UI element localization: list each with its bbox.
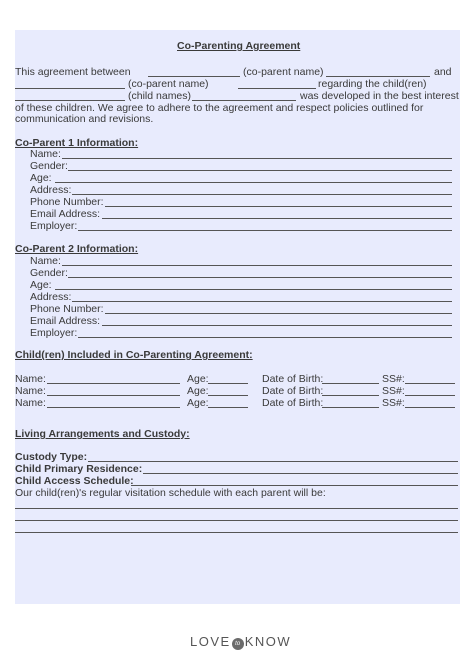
child-3-name-label: Name: xyxy=(15,397,46,409)
custody-type-label: Custody Type: xyxy=(15,451,88,463)
child-3-ss-field[interactable] xyxy=(405,407,455,408)
p1-gender-label: Gender: xyxy=(30,160,68,172)
p1-gender-field[interactable] xyxy=(68,170,452,171)
child-names-blank-2[interactable] xyxy=(192,100,296,101)
intro-line-2-hint: (co-parent name) xyxy=(128,78,209,90)
p2-address-label: Address: xyxy=(30,291,72,303)
child-2-name-field[interactable] xyxy=(47,395,180,396)
access-schedule-label: Child Access Schedule: xyxy=(15,475,134,487)
p1-email-field[interactable] xyxy=(102,218,452,219)
visitation-line-2[interactable] xyxy=(15,520,458,521)
visitation-line-1[interactable] xyxy=(15,508,458,509)
logo-right-text: KNOW xyxy=(244,634,292,649)
child-names-blank-1[interactable] xyxy=(15,100,125,101)
child-2-dob-label: Date of Birth: xyxy=(262,385,324,397)
visitation-label: Our child(ren)'s regular visitation schedule with each parent will be: xyxy=(15,487,326,499)
p1-name-label: Name: xyxy=(30,148,61,160)
child-1-dob-field[interactable] xyxy=(322,383,379,384)
p1-address-field[interactable] xyxy=(72,194,452,195)
logo-badge-icon: to xyxy=(232,638,244,650)
p1-phone-label: Phone Number: xyxy=(30,196,104,208)
p1-age-field[interactable] xyxy=(55,182,452,183)
p2-phone-label: Phone Number: xyxy=(30,303,104,315)
child-3-dob-field[interactable] xyxy=(322,407,379,408)
p2-phone-field[interactable] xyxy=(105,313,452,314)
access-schedule-field[interactable] xyxy=(131,485,458,486)
p2-email-label: Email Address: xyxy=(30,315,101,327)
child-1-age-field[interactable] xyxy=(208,383,248,384)
p1-phone-field[interactable] xyxy=(105,206,452,207)
intro-line-4: of these children. We agree to adhere to the agreement and respect policies outlined for xyxy=(15,102,424,114)
p2-employer-field[interactable] xyxy=(78,337,452,338)
living-heading: Living Arrangements and Custody: xyxy=(15,428,190,440)
child-3-dob-label: Date of Birth: xyxy=(262,397,324,409)
intro-line-3-text: was developed in the best interest xyxy=(300,90,459,102)
co-parent-1-heading: Co-Parent 1 Information: xyxy=(15,137,139,149)
co-parent-2-heading: Co-Parent 2 Information: xyxy=(15,243,139,255)
p2-email-field[interactable] xyxy=(102,325,452,326)
visitation-line-3[interactable] xyxy=(15,532,458,533)
intro-line-1-and: and xyxy=(434,66,452,78)
child-3-age-label: Age: xyxy=(187,397,209,409)
child-2-ss-label: SS#: xyxy=(382,385,405,397)
p1-age-label: Age: xyxy=(30,172,52,184)
form-title: Co-Parenting Agreement xyxy=(177,40,301,52)
p2-name-label: Name: xyxy=(30,255,61,267)
p2-address-field[interactable] xyxy=(72,301,452,302)
p1-employer-field[interactable] xyxy=(78,230,452,231)
p2-employer-label: Employer: xyxy=(30,327,78,339)
child-1-name-field[interactable] xyxy=(47,383,180,384)
p1-employer-label: Employer: xyxy=(30,220,78,232)
child-3-ss-label: SS#: xyxy=(382,397,405,409)
p1-name-field[interactable] xyxy=(62,158,452,159)
children-heading: Child(ren) Included in Co-Parenting Agreement: xyxy=(15,349,253,361)
child-2-dob-field[interactable] xyxy=(322,395,379,396)
child-1-age-label: Age: xyxy=(187,373,209,385)
custody-type-field[interactable] xyxy=(88,461,458,462)
intro-line-1-text: This agreement between xyxy=(15,66,131,78)
p2-age-field[interactable] xyxy=(55,289,452,290)
intro-line-3-hint: (child names) xyxy=(128,90,192,102)
child-2-name-label: Name: xyxy=(15,385,46,397)
child-2-age-field[interactable] xyxy=(208,395,248,396)
p1-address-label: Address: xyxy=(30,184,72,196)
intro-line-5: communication and revisions. xyxy=(15,113,154,125)
child-3-age-field[interactable] xyxy=(208,407,248,408)
co-parent-1-name-blank[interactable] xyxy=(148,76,240,77)
child-1-ss-label: SS#: xyxy=(382,373,405,385)
child-1-ss-field[interactable] xyxy=(405,383,455,384)
child-1-dob-label: Date of Birth: xyxy=(262,373,324,385)
co-parent-name-blank-2[interactable] xyxy=(15,88,125,89)
intro-line-2-text: regarding the child(ren) xyxy=(318,78,427,90)
child-2-age-label: Age: xyxy=(187,385,209,397)
lovetoknow-logo xyxy=(190,634,291,650)
child-2-ss-field[interactable] xyxy=(405,395,455,396)
co-parent-2-name-blank[interactable] xyxy=(326,76,430,77)
child-3-name-field[interactable] xyxy=(47,407,180,408)
primary-residence-field[interactable] xyxy=(143,473,458,474)
p1-email-label: Email Address: xyxy=(30,208,101,220)
p2-age-label: Age: xyxy=(30,279,52,291)
p2-gender-label: Gender: xyxy=(30,267,68,279)
child-1-name-label: Name: xyxy=(15,373,46,385)
primary-residence-label: Child Primary Residence: xyxy=(15,463,143,475)
intro-line-1-hint: (co-parent name) xyxy=(243,66,324,78)
p2-name-field[interactable] xyxy=(62,265,452,266)
co-parent-name-blank-3[interactable] xyxy=(238,88,316,89)
p2-gender-field[interactable] xyxy=(68,277,452,278)
logo-left-text: LOVE xyxy=(190,634,231,649)
